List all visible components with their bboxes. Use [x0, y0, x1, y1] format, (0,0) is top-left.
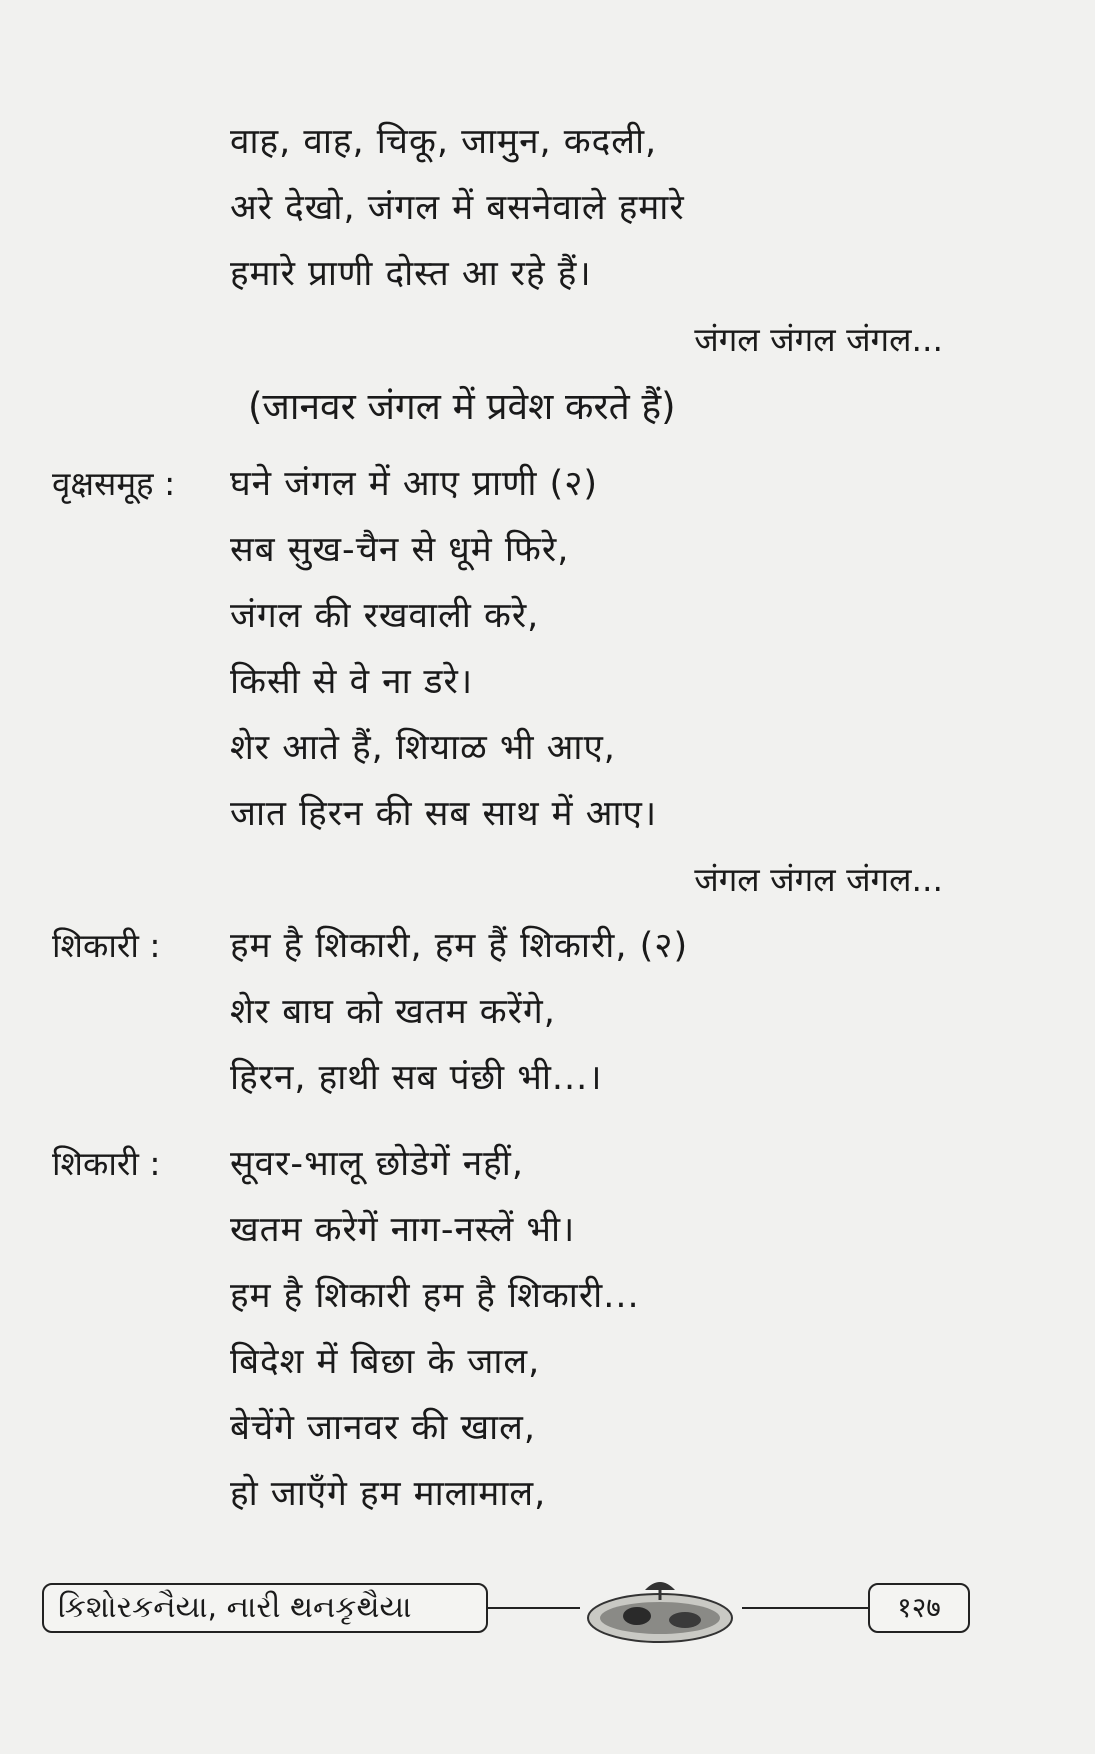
- footer-rule-right: [742, 1607, 868, 1609]
- page-footer: [0, 1570, 1095, 1650]
- text-line-10: शेर आते हैं, शियाळ भी आए,: [230, 728, 616, 768]
- text-line-18: हम है शिकारी हम है शिकारी...: [230, 1276, 640, 1316]
- text-line-16: सूवर-भालू छोडेगें नहीं,: [230, 1144, 524, 1184]
- speaker-hunter-1: शिकारी :: [52, 926, 161, 965]
- speaker-hunter-2: शिकारी :: [52, 1144, 161, 1183]
- text-line-15: हिरन, हाथी सब पंछी भी...।: [230, 1058, 603, 1098]
- text-line-7: सब सुख-चैन से धूमे फिरे,: [230, 530, 570, 570]
- text-line-19: बिदेश में बिछा के जाल,: [230, 1342, 541, 1382]
- text-line-9: किसी से वे ना डरे।: [230, 662, 474, 702]
- text-line-6: घने जंगल में आए प्राणी (२): [230, 464, 599, 504]
- footer-rule-left: [488, 1607, 580, 1609]
- page-number: १२७: [868, 1583, 970, 1633]
- text-line-8: जंगल की रखवाली करे,: [230, 596, 540, 636]
- text-line-17: खतम करेगें नाग-नस्लें भी।: [230, 1210, 576, 1250]
- refrain-1: जंगल जंगल जंगल...: [694, 320, 943, 359]
- text-line-14: शेर बाघ को खतम करेंगे,: [230, 992, 556, 1032]
- ornament-icon: [575, 1570, 745, 1650]
- text-line-3: हमारे प्राणी दोस्त आ रहे हैं।: [230, 254, 592, 294]
- stage-direction: (जानवर जंगल में प्रवेश करते हैं): [248, 385, 676, 428]
- speaker-trees: वृक्षसमूह :: [52, 464, 176, 503]
- text-line-1: वाह, वाह, चिकू, जामुन, कदली,: [230, 122, 658, 162]
- text-line-20: बेचेंगे जानवर की खाल,: [230, 1408, 537, 1448]
- text-line-2: अरे देखो, जंगल में बसनेवाले हमारे: [230, 188, 685, 228]
- text-line-13: हम है शिकारी, हम हैं शिकारी, (२): [230, 926, 689, 966]
- book-title: કિશોરકનૈયા, નારી થનકૃથૈયા: [42, 1583, 488, 1633]
- text-line-21: हो जाएँगे हम मालामाल,: [230, 1474, 547, 1514]
- text-line-11: जात हिरन की सब साथ में आए।: [230, 794, 658, 834]
- refrain-2: जंगल जंगल जंगल...: [694, 860, 943, 899]
